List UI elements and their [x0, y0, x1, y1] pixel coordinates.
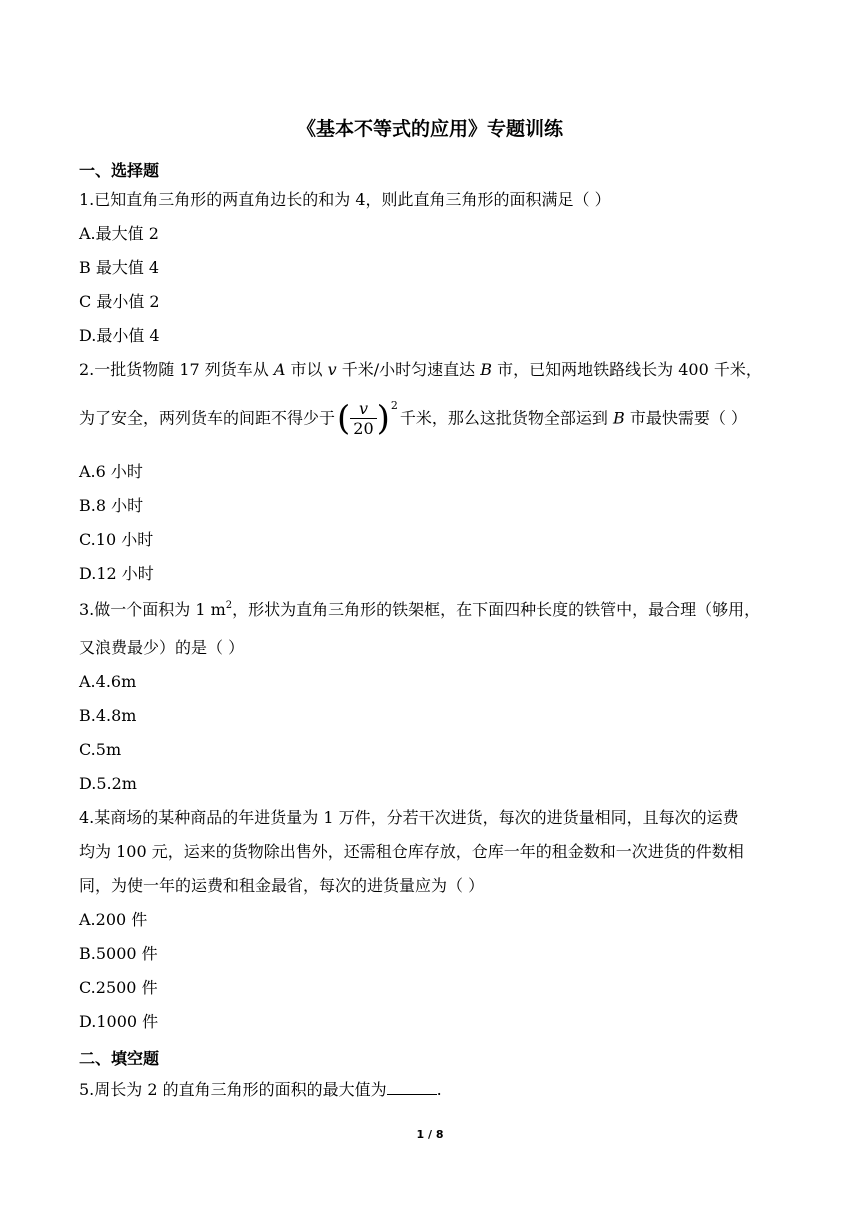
q5-line — [79, 1080, 442, 1100]
fraction-exponent: 2 — [390, 399, 398, 412]
q5-text: 5.周长为 2 的直角三角形的面积的最大值为 — [79, 1080, 387, 1099]
q3-line-2: 又浪费最少）的是（ ） — [79, 638, 245, 657]
q1-option-d: D.最小值 4 — [79, 326, 160, 345]
q3-option-c: C.5m — [79, 740, 122, 759]
q4-line-3: 同，为使一年的运费和租金最省，每次的进货量应为（ ） — [79, 876, 485, 895]
q2-var-a: A — [273, 360, 286, 379]
q2-line-1 — [79, 360, 762, 380]
q1-option-c: C 最小值 2 — [79, 292, 160, 311]
q2-option-a: A.6 小时 — [79, 462, 143, 481]
fraction-denominator: 20 — [353, 419, 374, 438]
q4-option-c: C.2500 件 — [79, 978, 158, 997]
q4-line-1: 4.某商场的某种商品的年进货量为 1 万件，分若干次进货，每次的进货量相同，且每次的运费 — [79, 808, 739, 827]
page-title: 《基本不等式的应用》专题训练 — [296, 118, 563, 140]
q3-line-1 — [79, 600, 760, 623]
q4-option-a: A.200 件 — [79, 910, 148, 929]
q2-text: 千米/小时匀速直达 — [336, 360, 481, 379]
answer-blank — [387, 1080, 437, 1095]
q2-text: 2.一批货物随 17 列货车从 — [79, 360, 274, 379]
q3-option-a: A.4.6m — [79, 672, 137, 691]
q2-option-b: B.8 小时 — [79, 496, 144, 515]
q2-text: 市，已知两地铁路线长为 400 千米， — [492, 360, 762, 379]
q3-text: 3.做一个面积为 1 m — [79, 600, 226, 619]
q1-option-a: A.最大值 2 — [79, 224, 159, 243]
q2-line-2 — [79, 396, 747, 442]
q5-end: . — [436, 1080, 442, 1099]
q2-text: 千米，那么这批货物全部运到 — [399, 408, 613, 428]
q2-text: 为了安全，两列货车的间距不得少于 — [79, 408, 336, 428]
q3-text: ，形状为直角三角形的铁架框，在下面四种长度的铁管中，最合理（够用， — [232, 600, 761, 619]
q1-stem: 1.已知直角三角形的两直角边长的和为 4，则此直角三角形的面积满足（ ） — [79, 190, 611, 209]
q3-option-b: B.4.8m — [79, 706, 137, 725]
q4-option-b: B.5000 件 — [79, 944, 158, 963]
q1-option-b: B 最大值 4 — [79, 258, 160, 277]
q2-option-d: D.12 小时 — [79, 564, 154, 583]
q2-option-c: C.10 小时 — [79, 530, 154, 549]
q2-text: 市以 — [285, 360, 328, 379]
q2-var-b: B — [480, 360, 493, 379]
q4-option-d: D.1000 件 — [79, 1012, 159, 1031]
q2-text: 市最快需要（ ） — [624, 408, 747, 428]
q2-var-v: v — [327, 360, 337, 379]
page-number: 1 / 8 — [416, 1128, 444, 1141]
q3-exponent: 2 — [225, 600, 233, 611]
q3-option-d: D.5.2m — [79, 774, 137, 793]
fraction-expression: ( $\frac{v}{20}$ )$^2$ — [337, 398, 398, 439]
fraction-numerator: v — [350, 399, 376, 419]
section-heading-fill: 二、填空题 — [79, 1049, 160, 1068]
q4-line-2: 均为 100 元，运来的货物除出售外，还需租仓库存放，仓库一年的租金数和一次进货的件数相 — [79, 842, 744, 861]
q2-var-b: B — [613, 408, 625, 428]
section-heading-choice: 一、选择题 — [79, 161, 160, 180]
